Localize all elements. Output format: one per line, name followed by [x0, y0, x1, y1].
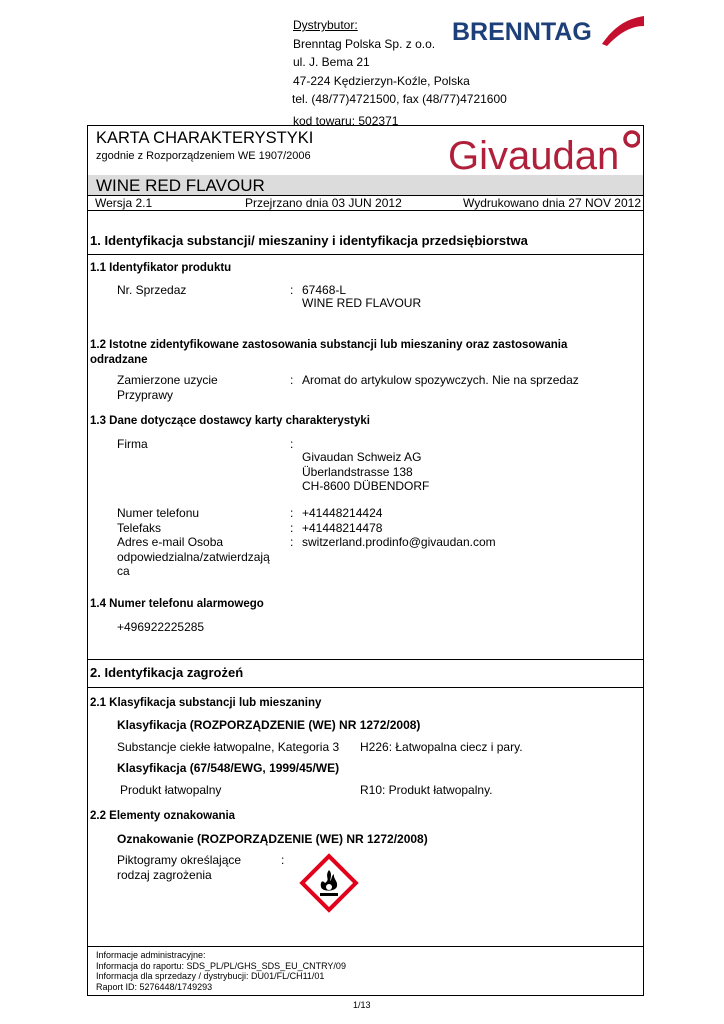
footer-line4: Raport ID: 5276448/1749293 [96, 981, 213, 992]
brenntag-logo-text: BRENNTAG [452, 18, 592, 46]
email-label-line3: ca [117, 564, 130, 578]
section1-title: 1. Identyfikacja substancji/ mieszaniny i identyfikacja przedsiębiorstwa [90, 233, 528, 248]
s2-2-title: 2.2 Elementy oznakowania [90, 810, 236, 822]
sales-product-name: WINE RED FLAVOUR [302, 296, 422, 310]
s1-2-title [90, 338, 567, 367]
section2-top-divider [88, 659, 643, 660]
intended-use-label-line1: Zamierzone uzycie [117, 373, 218, 387]
contact-colons [290, 506, 293, 550]
printed-date: Wydrukowano dnia 27 NOV 2012 [463, 196, 641, 210]
meta-row [88, 195, 643, 211]
pictogram-label [117, 853, 241, 882]
pictogram-label-line2: rodzaj zagrożenia [117, 867, 212, 882]
firm-label: Firma [117, 437, 148, 451]
section2-title: 2. Identyfikacja zagrożeń [90, 665, 244, 680]
document-title: KARTA CHARAKTERYSTYKI [96, 129, 314, 147]
footer-line2: Informacja do raportu: SDS_PL/PL/GHS_SDS_EU_CNTRY/09 [96, 960, 346, 971]
distributor-phone: tel. (48/77)4721500, fax (48/77)4721600 [292, 92, 507, 106]
firm-name: Givaudan Schweiz AG [302, 450, 422, 464]
intended-use-label [117, 373, 218, 402]
givaudan-mark-icon [625, 132, 639, 146]
distributor-label: Dystrybutor: [293, 18, 358, 32]
intended-use-label-line2: Przyprawy [117, 387, 174, 402]
s1-3-title: 1.3 Dane dotyczące dostawcy karty charakterystyki [90, 415, 370, 427]
revised-date: Przejrzano dnia 03 JUN 2012 [245, 196, 402, 210]
contact-values [302, 506, 496, 550]
fax-value: +41448214478 [302, 520, 383, 535]
colon: : [290, 520, 294, 535]
flame-icon [298, 852, 360, 914]
product-name: WINE RED FLAVOUR [96, 176, 265, 195]
givaudan-logo-text: Givaudan [448, 134, 620, 175]
brenntag-swoosh-icon [602, 16, 644, 46]
s2-1-title: 2.1 Klasyfikacja substancji lub mieszaniny [90, 697, 322, 709]
email-label-line1: Adres e-mail Osoba [117, 535, 224, 549]
s1-1-title: 1.1 Identyfikator produktu [90, 262, 232, 274]
dsd-class: Produkt łatwopalny [120, 783, 222, 797]
labelling-heading: Oznakowanie (ROZPORZĄDZENIE (WE) NR 1272/2008) [117, 832, 428, 846]
page-number: 1/13 [353, 1000, 371, 1010]
sales-number-label: Nr. Sprzedaz [117, 283, 187, 297]
clp-heading: Klasyfikacja (ROZPORZĄDZENIE (WE) NR 1272/2008) [117, 718, 421, 732]
firm-address [302, 450, 429, 494]
colon: : [290, 283, 294, 297]
section2-divider [88, 687, 643, 688]
pictogram-label-line1: Piktogramy określające [117, 853, 242, 867]
s1-2-title-line1: 1.2 Istotne zidentyfikowane zastosowania substancji lub mieszaniny oraz zastosowania [90, 339, 568, 351]
s1-4-title: 1.4 Numer telefonu alarmowego [90, 598, 264, 610]
brenntag-logo [452, 14, 644, 54]
dsd-risk: R10: Produkt łatwopalny. [360, 783, 493, 797]
colon: : [290, 535, 294, 549]
contact-labels [117, 506, 270, 579]
fax-label: Telefaks [117, 520, 162, 535]
email-value[interactable]: switzerland.prodinfo@givaudan.com [302, 535, 496, 549]
distributor-city: 47-224 Kędzierzyn-Koźle, Polska [293, 73, 470, 88]
firm-city: CH-8600 DÜBENDORF [302, 479, 430, 493]
footer-line3: Informacja dla sprzedazy / dystrybucji: DU01/FL/CH11/01 [96, 971, 325, 981]
colon: : [281, 853, 285, 867]
product-code: kod towaru: 502371 [293, 113, 399, 128]
givaudan-logo [448, 127, 640, 175]
section1-divider [88, 254, 643, 255]
colon: : [290, 437, 294, 451]
clp-class: Substancje ciekłe łatwopalne, Kategoria 3 [117, 740, 340, 754]
firm-street: Überlandstrasse 138 [302, 464, 413, 479]
footer-divider [88, 946, 643, 947]
clp-hazard: H226: Łatwopalna ciecz i pary. [360, 740, 523, 754]
colon: : [290, 373, 294, 387]
document-subtitle: zgodnie z Rozporządzeniem WE 1907/2006 [96, 150, 311, 162]
dsd-heading: Klasyfikacja (67/548/EWG, 1999/45/WE) [117, 761, 340, 775]
distributor-company: Brenntag Polska Sp. z o.o. [293, 36, 436, 51]
footer [96, 950, 346, 992]
s1-2-title-line2: odradzane [90, 353, 148, 366]
version: Wersja 2.1 [95, 196, 153, 210]
footer-line1: Informacje administracyjne: [96, 950, 206, 960]
colon: : [290, 506, 294, 520]
emergency-phone: +496922225285 [117, 620, 205, 634]
phone-value: +41448214424 [302, 506, 383, 520]
intended-use-value: Aromat do artykulow spozywczych. Nie na sprzedaz [302, 373, 579, 387]
sales-number-value: 67468-L [302, 283, 347, 297]
distributor-street: ul. J. Bema 21 [293, 55, 370, 69]
email-label-line2: odpowiedzialna/zatwierdzają [117, 549, 270, 564]
phone-label: Numer telefonu [117, 506, 200, 520]
